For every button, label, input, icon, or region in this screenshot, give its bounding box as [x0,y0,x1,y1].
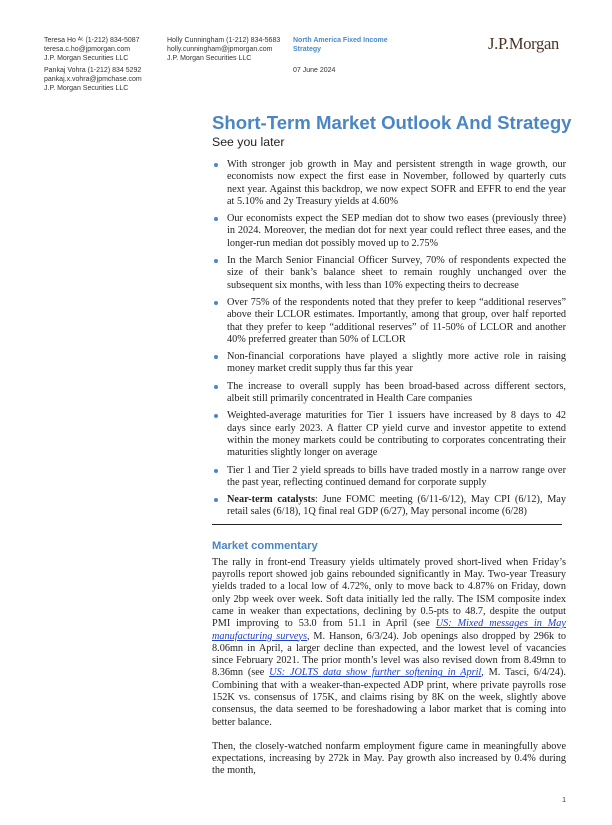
list-item [212,465,566,490]
list-item [212,255,566,292]
bullet-text: Non-financial corporations have played a slightly more active role in raising money market credit supply thus far this year [227,351,566,375]
author-firm: J.P. Morgan Securities LLC [44,85,129,93]
author-contact: Teresa Ho ᴬᶜ (1-212) 834-5087 [44,37,140,44]
bullet-icon [214,355,218,359]
commentary-paragraph: Then, the closely-watched nonfarm employment figure came in meaningfully above expectations, increasing by 272k in May. Pay growth also increased by 0.4% during the month, [212,740,566,777]
page-subtitle: See you later [212,135,285,149]
list-item [212,494,566,519]
main-content [212,0,572,825]
bullet-bold-label: Near-term catalysts [227,494,315,506]
bullet-text: : June FOMC meeting (6/11-6/12), May CPI (6/12), May retail sales (6/18), 1Q final real GDP (6/27), May personal income (6/28) [227,494,566,518]
bullet-text: Over 75% of the respondents noted that they prefer to keep “additional reserves” above their LCLOR estimates. Importantly, among that group, over half reported that they prefer to keep “additional reserves” of 11-50% of LCLOR and another 40% preferred greater than 50% of LCLOR [227,296,566,345]
paragraph-text: The rally in front-end Treasury yields ultimately proved short-lived when Friday’s payrolls report showed job gains rebounded significantly in May. Two-year Treasury yields traded to a local low of 4.72%, only to move back to 4.87% on Friday, down only 2bp week over week. Soft data initially led the rally. The ISM composite index came in weaker than expectations, declining by 0.5-pts to 48.7, despite the output PMI improving to 53.0 from 51.1 in April (see [212,556,566,630]
commentary-paragraph [212,557,566,729]
bullet-text: Tier 1 and Tier 2 yield spreads to bills have traded mostly in a narrow range over the past year, reflecting continued demand for corporate supply [227,464,566,488]
link-mixed-messages[interactable]: US: Mixed messages in May manufacturing surveys [212,618,566,642]
page-title: Short-Term Market Outlook And Strategy [212,112,572,133]
paragraph-text: , M. Hanson, 6/3/24). Job openings also dropped by 296k to 8.06mn in April, a larger decline than expected, and the lowest level of vacancies since February 2021. The prior month’s level was also revised down from 8.49mn to 8.36mn (see [212,630,566,679]
list-item [212,381,566,406]
list-item [212,213,566,250]
author-contact: Pankaj Vohra (1-212) 834 5292 [44,67,142,74]
series-line: North America Fixed Income [293,37,388,44]
bullet-text: With stronger job growth in May and persistent strength in wage growth, our economists now expect the first ease in November, followed by quarterly cuts next year. Against this backdrop, we now expect SOFR and EFFR to end the year at 5.10% and 2y Treasury yields at 4.60% [227,159,566,207]
author-email[interactable]: teresa.c.ho@jpmorgan.com [44,46,131,54]
bullet-icon [214,259,218,263]
author-contact: Holly Cunningham (1-212) 834-5683 [167,37,281,44]
report-date: 07 June 2024 [293,67,336,74]
list-item [212,159,566,208]
list-item [212,351,566,376]
bullet-text: Weighted-average maturities for Tier 1 issuers have increased by 8 days to 42 days since early 2023. A flatter CP yield curve and investor appetite to extend within the money markets could be contributing to corporates concentrating their maturities slightly longer on average [227,410,566,459]
section-heading: Market commentary [212,539,318,552]
bullet-icon [214,498,218,502]
list-item [212,410,566,459]
bullet-icon [214,385,218,389]
author-pankaj-vohra [44,66,142,94]
list-item [212,297,566,346]
author-email[interactable]: holly.cunningham@jpmorgan.com [167,46,273,54]
bullet-text: Our economists expect the SEP median dot to show two eases (previously three) in 2024. Moreover, the median dot for next year could reflect three eases, and the longer-run median dot possibly moved up to 2.75% [227,213,566,249]
author-firm: J.P. Morgan Securities LLC [167,55,252,63]
bullet-text: The increase to overall supply has been broad-based across different sectors, albeit still primarily concentrated in Health Care companies [227,380,566,405]
link-jolts-data[interactable]: US: JOLTS data show further softening in April [269,667,482,679]
author-firm: J.P. Morgan Securities LLC [44,55,129,63]
bullet-icon [214,163,218,167]
jpmorgan-logo: J.P.Morgan [488,34,559,53]
key-points-list [212,159,566,519]
author-teresa-ho [44,36,140,64]
section-divider [212,524,562,525]
series-line: Strategy [293,46,322,54]
bullet-icon [214,301,218,305]
author-email[interactable]: pankaj.x.vohra@jpmchase.com [44,76,142,84]
bullet-icon [214,469,218,473]
bullet-icon [214,414,218,418]
page-number: 1 [562,796,566,804]
bullet-text: In the March Senior Financial Officer Survey, 70% of respondents expected the size of their bank’s balance sheet to remain roughly unchanged over the subsequent six months, with less than 10% expecting theirs to decrease [227,255,566,291]
bullet-icon [214,217,218,221]
paragraph-text: , M. Tasci, 6/4/24). Combining that with a weaker-than-expected ADP print, where private payrolls rose 152K vs. consensus of 175K, and claims rising by 8K on the week, slightly above consensus, the data seemed to be foreshadowing a labor market that is coming into better balance. [212,667,566,728]
